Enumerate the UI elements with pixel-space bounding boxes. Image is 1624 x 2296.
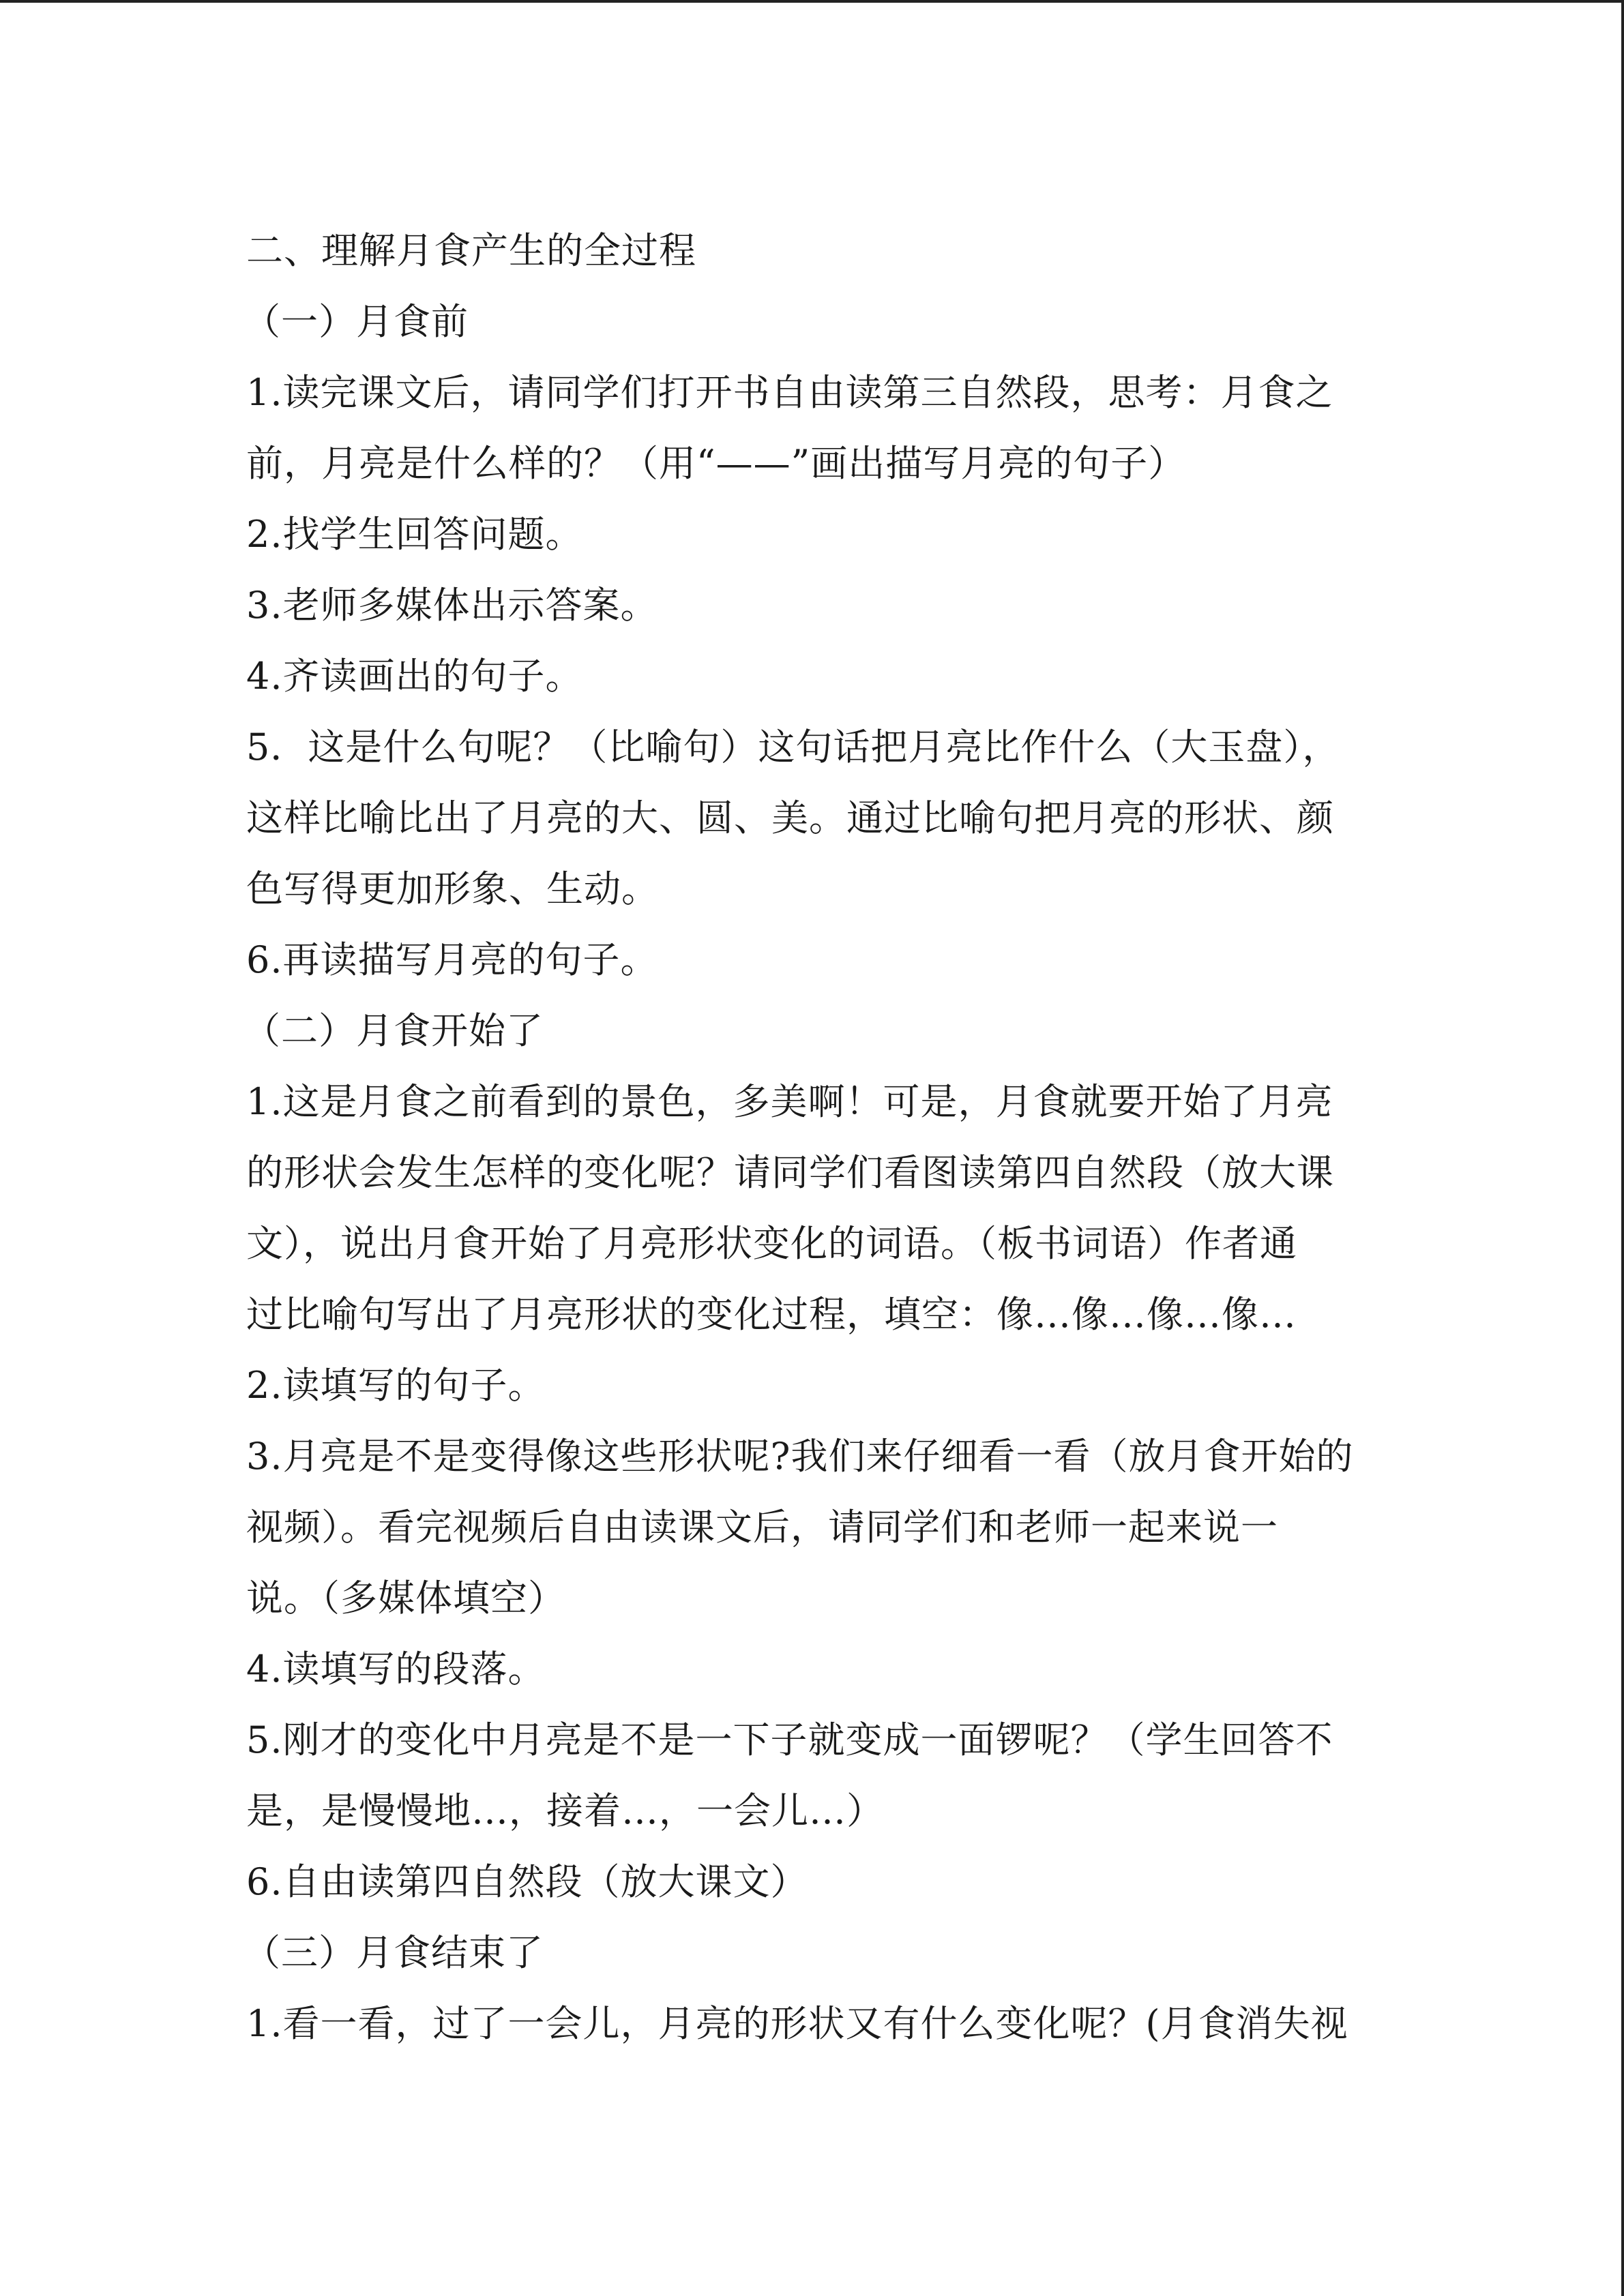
subsection-heading: （二）月食开始了 [243,1009,544,1052]
paragraph-line: 这样比喻比出了月亮的大、圆、美。通过比喻句把月亮的形状、颜 [246,796,1334,839]
paragraph-line: 1.这是月食之前看到的景色，多美啊！可是，月食就要开始了月亮 [246,1080,1333,1123]
paragraph-line: 4.读填写的段落。 [246,1648,546,1690]
subsection-heading: （三）月食结束了 [243,1931,544,1974]
page-right-border [1621,0,1624,2296]
paragraph-line: 2.找学生回答问题。 [246,513,583,556]
paragraph-line: 6.再读描写月亮的句子。 [246,938,658,981]
paragraph-line: 1.读完课文后，请同学们打开书自由读第三自然段，思考：月食之 [246,371,1333,414]
paragraph-line: 前，月亮是什么样的？（用“——”画出描写月亮的句子） [246,442,1186,485]
paragraph-line: 4.齐读画出的句子。 [246,655,583,698]
paragraph-line: 5．这是什么句呢？（比喻句）这句话把月亮比作什么（大玉盘）， [246,726,1340,769]
subsection-heading: （一）月食前 [243,300,469,343]
paragraph-line: 6.自由读第四自然段（放大课文） [246,1860,808,1903]
paragraph-line: 5.刚才的变化中月亮是不是一下子就变成一面锣呢？（学生回答不 [246,1718,1333,1761]
paragraph-line: 过比喻句写出了月亮形状的变化过程，填空：像…像…像…像… [246,1293,1297,1336]
paragraph-line: 1.看一看，过了一会儿，月亮的形状又有什么变化呢？(月食消失视 [246,2002,1348,2045]
page-top-border [0,0,1624,3]
paragraph-line: 是，是慢慢地…，接着…，一会儿…） [246,1789,884,1832]
paragraph-line: 视频）。看完视频后自由读课文后，请同学们和老师一起来说一 [246,1506,1278,1549]
paragraph-line: 文），说出月食开始了月亮形状变化的词语。（板书词语）作者通 [246,1222,1297,1265]
paragraph-line: 色写得更加形象、生动。 [246,867,659,910]
paragraph-line: 说。（多媒体填空） [246,1577,565,1620]
section-heading: 二、理解月食产生的全过程 [246,229,696,272]
paragraph-line: 的形状会发生怎样的变化呢？请同学们看图读第四自然段（放大课 [246,1151,1334,1194]
document-body [243,215,1378,2059]
paragraph-line: 3.月亮是不是变得像这些形状呢?我们来仔细看一看（放月食开始的 [246,1435,1354,1478]
paragraph-line: 2.读填写的句子。 [246,1364,546,1407]
paragraph-line: 3.老师多媒体出示答案。 [246,584,658,627]
